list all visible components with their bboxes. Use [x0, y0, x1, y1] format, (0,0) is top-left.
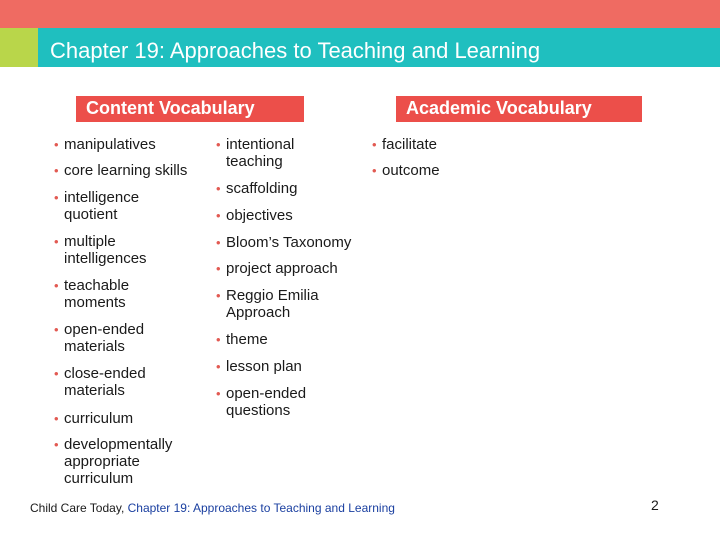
vocab-item: • manipulatives [54, 136, 156, 153]
vocab-item: • intentional teaching [216, 136, 294, 170]
vocab-item: • project approach [216, 260, 338, 277]
vocab-item: • open-ended questions [216, 385, 306, 419]
footer [30, 501, 395, 515]
vocab-item: • Reggio Emilia Approach [216, 287, 319, 321]
slide-title: Chapter 19: Approaches to Teaching and Learning [50, 38, 541, 63]
vocab-item: • facilitate [372, 136, 437, 153]
vocab-item: • close-ended materials [54, 365, 146, 399]
vocab-item: • teachable moments [54, 277, 129, 311]
footer-book-title: Child Care Today, [30, 501, 128, 515]
vocab-item: • open-ended materials [54, 321, 144, 355]
title-accent-block [0, 28, 38, 67]
vocab-item: • lesson plan [216, 358, 302, 375]
vocab-item: • objectives [216, 207, 293, 224]
vocab-item: • theme [216, 331, 268, 348]
vocab-item: • multiple intelligences [54, 233, 147, 267]
page-number: 2 [651, 497, 659, 513]
vocab-item: • Bloom’s Taxonomy [216, 234, 351, 251]
vocab-item: • core learning skills [54, 162, 187, 179]
vocab-item: • curriculum [54, 410, 133, 427]
vocab-item: • outcome [372, 162, 440, 179]
content-vocabulary-heading: Content Vocabulary [86, 98, 255, 118]
content-vocabulary-column-2 [216, 0, 386, 540]
vocab-item: • developmentally appropriate curriculum [54, 436, 172, 487]
vocab-item: • scaffolding [216, 180, 297, 197]
footer-chapter-title: Chapter 19: Approaches to Teaching and Learning [127, 501, 395, 515]
academic-vocabulary-list [372, 0, 492, 540]
content-vocabulary-column-1 [54, 0, 214, 540]
academic-vocabulary-heading: Academic Vocabulary [406, 98, 592, 118]
vocab-item: • intelligence quotient [54, 189, 139, 223]
